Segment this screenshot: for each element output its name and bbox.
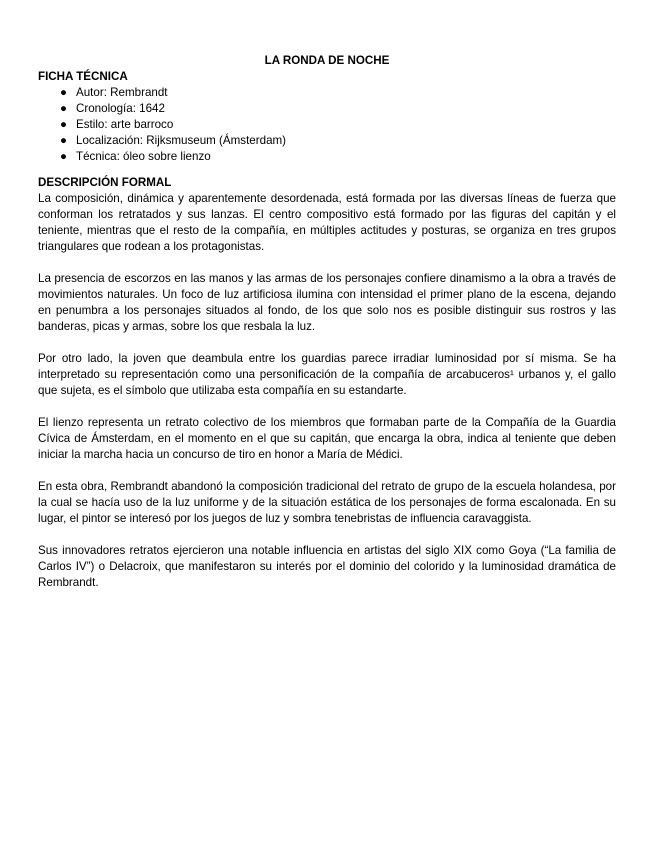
- document-content: [38, 53, 616, 607]
- descripcion-heading: DESCRIPCIÓN FORMAL: [38, 176, 172, 189]
- paragraph: Sus innovadores retratos ejercieron una notable influencia en artistas del siglo XIX como Goya (“La familia de Carlos IV”) o Delacroix, que manifestaron su interés por el dominio del colorido y la luminosidad dramática de Rembrandt.: [38, 544, 616, 589]
- paragraph: La presencia de escorzos en las manos y las armas de los personajes confiere dinamismo a la obra a través de movimientos naturales. Un foco de luz artificiosa ilumina con intensidad el primer plano de la escena, dejando en penumbra a los personajes situados al fondo, de los que solo nos es posible distinguir sus rostros y las banderas, picas y armas, sobre los que resbala la luz.: [38, 272, 616, 333]
- paragraph: En esta obra, Rembrandt abandonó la composición tradicional del retrato de grupo de la escuela holandesa, por la cual se hacía uso de la luz uniforme y de la situación estática de los personajes de forma escalonada. En su lugar, el pintor se interesó por los juegos de luz y sombra tenebristas de influencia caravaggista.: [38, 480, 616, 525]
- ficha-item: ● Autor: Rembrandt: [60, 86, 168, 99]
- bullet-icon: ●: [60, 134, 68, 147]
- ficha-item: ● Técnica: óleo sobre lienzo: [60, 150, 211, 163]
- paragraph: Por otro lado, la joven que deambula entre los guardias parece irradiar luminosidad por sí misma. Se ha interpretado su representación como una personificación de la compañía de arcabuceros¹ urbanos y, el gallo que sujeta, es el símbolo que utilizaba esta compañía en su estandarte.: [38, 352, 616, 397]
- section-gap: [38, 165, 616, 175]
- document-title: LA RONDA DE NOCHE: [264, 54, 390, 67]
- bullet-icon: ●: [60, 150, 68, 163]
- bullet-icon: ●: [60, 102, 68, 115]
- ficha-item: ● Localización: Rijksmuseum (Ámsterdam): [60, 134, 287, 147]
- paragraph: El lienzo representa un retrato colectivo de los miembros que formaban parte de la Compañía de la Guardia Cívica de Ámsterdam, en el momento en el que su capitán, que encarga la obra, indica al teniente que deben iniciar la marcha hacia un concurso de tiro en honor a María de Médici.: [38, 416, 616, 461]
- ficha-item: ● Estilo: arte barroco: [60, 118, 174, 131]
- ficha-heading: FICHA TÉCNICA: [38, 70, 128, 83]
- paragraph: La composición, dinámica y aparentemente desordenada, está formada por las diversas líneas de fuerza que conforman los retratados y sus lanzas. El centro compositivo está formado por las figuras del capitán y el teniente, mientras que el resto de la compañía, en múltiples actitudes y posturas, se organiza en tres grupos triangulares que rodean a los protagonistas.: [38, 192, 616, 253]
- bullet-icon: ●: [60, 86, 68, 99]
- bullet-icon: ●: [60, 118, 68, 131]
- ficha-list: [38, 85, 616, 165]
- ficha-item: ● Cronología: 1642: [60, 102, 165, 115]
